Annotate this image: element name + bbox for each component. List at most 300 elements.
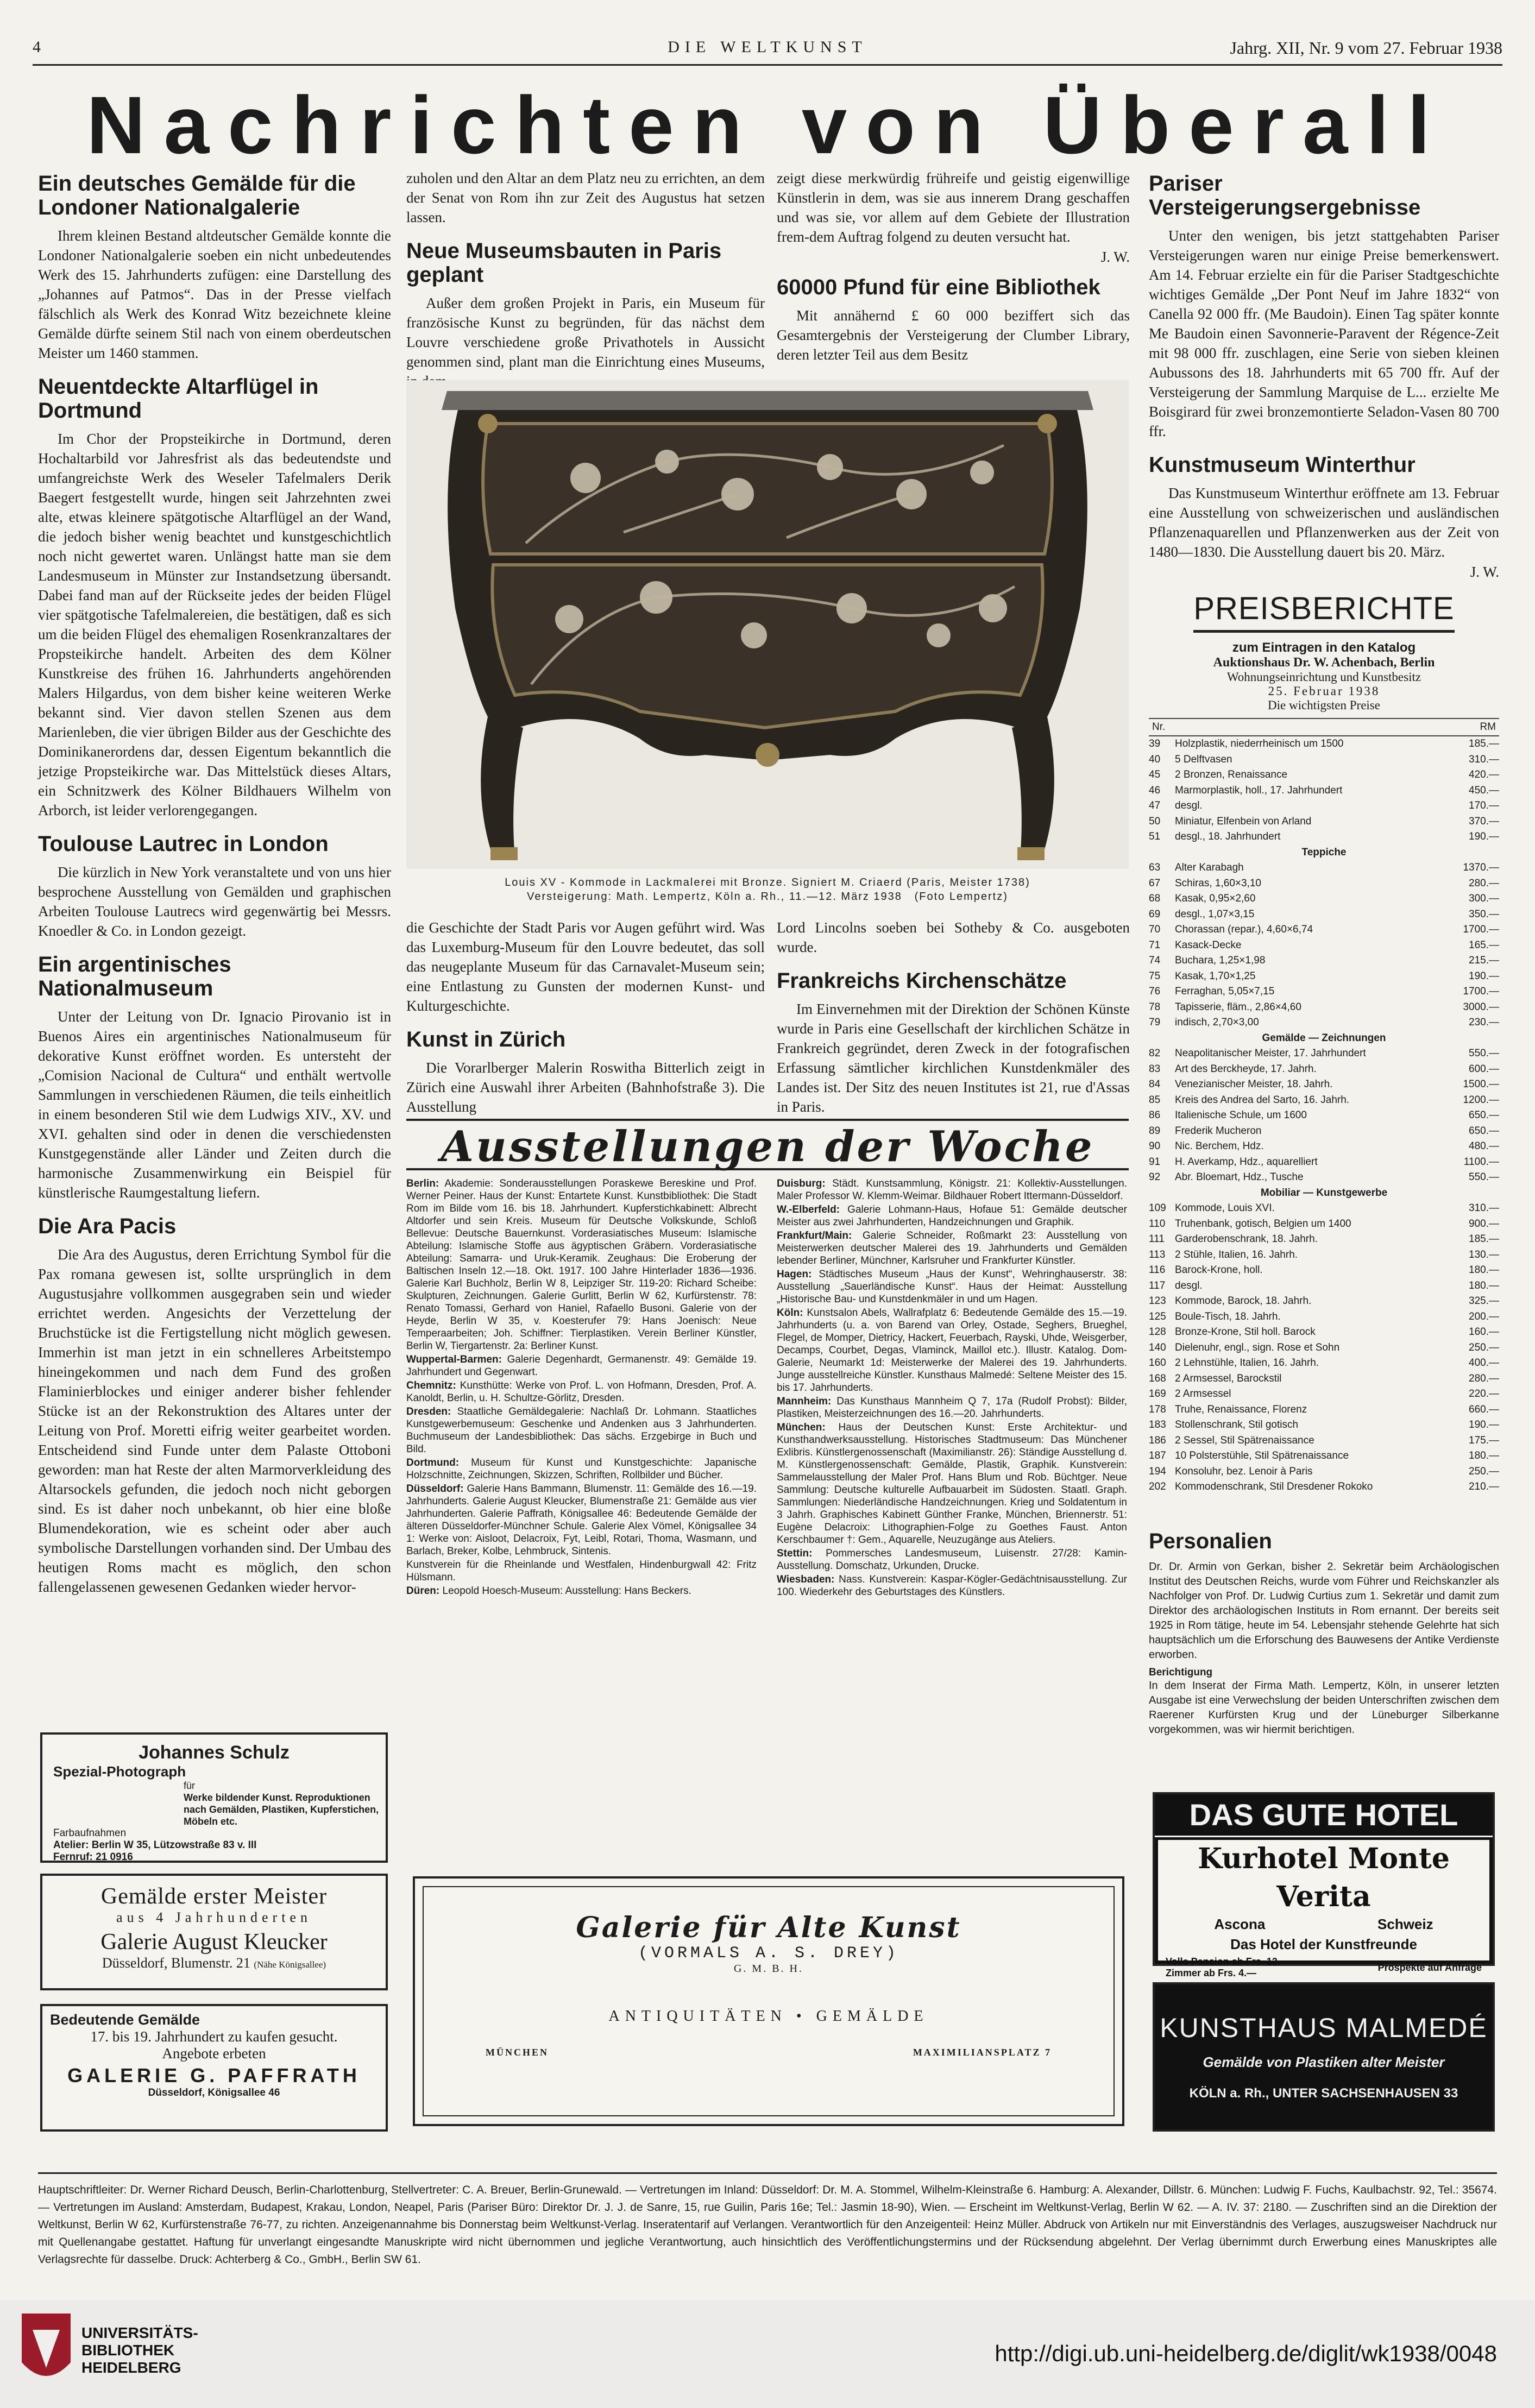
ad-line: Bedeutende Gemälde — [50, 2012, 200, 2028]
lot-number: 160 — [1149, 1357, 1166, 1369]
price-row — [1149, 1479, 1499, 1495]
price-row — [1149, 907, 1499, 923]
lot-description: 2 Lehnstühle, Italien, 16. Jahrh. — [1175, 1357, 1319, 1369]
lot-price: 660.— — [1469, 1403, 1499, 1415]
lot-description: Kommode, Louis XVI. — [1175, 1202, 1275, 1214]
lot-price: 180.— — [1469, 1264, 1499, 1276]
exhibition-text: Pommersches Landesmuseum, Luisenstr. 27/28: Kamin-Ausstellung. Domschatz, Urkunden, Drucke. — [777, 1548, 1127, 1572]
price-row — [1149, 1309, 1499, 1325]
exhibition-text: Städtisches Museum „Haus der Kunst“, Wehringhauserstr. 38: Ausstellung „Sauerländische Kunst“. Haus der Heimat: Ausstellung „Historische Bau- und Kunstdenkmäler in und um Hagen. — [777, 1269, 1127, 1305]
lot-number: 50 — [1149, 815, 1161, 827]
article-heading: Neue Museumsbauten in Paris geplant — [406, 239, 722, 287]
ad-line: Werke bildender Kunst. Reproduktionen nach Gemälden, Plastiken, Kupferstichen, Möbeln etc. — [184, 1792, 379, 1827]
article-body: Unter den wenigen, bis jetzt stattgehabten Pariser Versteigerungen waren nur einige Preise bemerkenswert. Am 14. Februar erzielte ein für die Pariser Stadtgeschichte wichtiges Gemälde „Der Pont Neuf im Jahre 1832“ von Canella 92 000 ffr. (Me Baudoin). Einen Tag später konnte Me Baudoin einen Savonnerie-Paravent der Régence-Zeit mit 98 000 ffr. zuschlagen, eine Serie von sieben kleinen Aubussons des 18. Jahrhunderts mit 65 700 ffr. Auf der Versteigerung der Sammlung Marquise de L... erzielte Me Boisgirard für zwei bronzemontierte Seladon-Vasen 80 700 ffr. — [1149, 228, 1499, 439]
price-row — [1149, 829, 1499, 845]
price-row — [1149, 1093, 1499, 1108]
lot-description: indisch, 2,70×3,00 — [1175, 1017, 1259, 1028]
price-row — [1149, 1155, 1499, 1170]
ad-gallery-name: KUNSTHAUS MALMEDÉ — [1160, 2013, 1488, 2043]
lot-price: 3000.— — [1463, 1001, 1499, 1013]
lot-description: Kommode, Barock, 18. Jahrh. — [1175, 1295, 1312, 1307]
article-body: zuholen und den Altar an dem Platz neu zu errichten, an dem der Senat von Rom ihn zur Zeit des Augustus hat setzen lassen. — [406, 170, 765, 225]
price-row — [1149, 1371, 1499, 1387]
article-body: Die Vorarlberger Malerin Roswitha Bitterlich zeigt in Zürich eine Auswahl ihrer Arbeiten (Bahnhofstraße 3). Die Ausstellung — [406, 1060, 765, 1115]
issue-date: Jahrg. XII, Nr. 9 vom 27. Februar 1938 — [1230, 38, 1502, 58]
price-section: Gemälde — Zeichnungen — [1262, 1032, 1386, 1044]
lot-description: Kasak, 1,70×1,25 — [1175, 970, 1256, 982]
ad-line: für — [184, 1780, 196, 1791]
lot-price: 1500.— — [1463, 1079, 1499, 1090]
price-row — [1149, 1139, 1499, 1155]
exhibition-city: München: — [777, 1422, 826, 1433]
lot-description: Holzplastik, niederrheinisch um 1500 — [1175, 738, 1344, 749]
lot-price: 1700.— — [1463, 924, 1499, 935]
lot-price: 1700.— — [1463, 986, 1499, 997]
ad-line: Farbaufnahmen — [53, 1827, 127, 1839]
article-body: Außer dem großen Projekt in Paris, ein Museum für französische Kunst zu begründen, für das nächst dem Louvre verschiedene große Privathotels in Aussicht genommen sind, plant man die Einrichtung eines Museums, — [406, 295, 765, 370]
lot-description: Kreis des Andrea del Sarto, 16. Jahrh. — [1175, 1094, 1350, 1106]
lot-number: 202 — [1149, 1481, 1166, 1492]
price-section: Mobiliar — Kunstgewerbe — [1260, 1187, 1388, 1199]
exhibition-text: Galerie Lohmann-Haus, Hofaue 51: Gemälde deutscher Meister aus zwei Jahrhunderten, Handzeichnungen und Graphik. — [777, 1204, 1127, 1228]
lot-price: 550.— — [1469, 1171, 1499, 1183]
column-3-top — [777, 168, 1130, 375]
article-heading: Ein deutsches Gemälde für die Londoner Nationalgalerie — [38, 172, 356, 219]
lot-price: 900.— — [1469, 1218, 1499, 1230]
price-row — [1149, 1124, 1499, 1139]
lot-description: Truhenbank, gotisch, Belgien um 1400 — [1175, 1218, 1351, 1230]
lot-number: 110 — [1149, 1218, 1166, 1230]
article-heading: Toulouse Lautrec in London — [38, 832, 329, 856]
article-body: Im Einvernehmen mit der Direktion der Schönen Künste wurde in Paris eine Gesellschaft der kirchlichen Schätze in Frankreich gegründet, deren Zweck in der fotografischen Erfassung sämtlicher kirchlichen Kunstdenkmäler des Landes ist. Der Sitz des neuen Institutes ist 21, rue d'Assas in Paris. — [777, 1001, 1130, 1115]
price-row — [1149, 783, 1499, 799]
ad-gallery-name: GALERIE G. PAFFRATH — [67, 2064, 361, 2086]
article-body: zeigt diese merkwürdig frühreife und geistig eigenwillige Künstlerin in dem, was sie aus innerem Drang geschaffen und was sie, vor allem auf dem Gebiete der Illustration frem-dem Auftrag folgend zu deuten versucht hat. — [777, 170, 1130, 245]
ad-line: (VORMALS A. S. DREY) — [638, 1944, 899, 1963]
price-row — [1149, 1232, 1499, 1247]
preis-sub: zum Eintragen in den Katalog — [1232, 640, 1416, 655]
lot-number: 40 — [1149, 753, 1161, 765]
lot-price: 250.— — [1469, 1465, 1499, 1477]
lot-description: Stollenschrank, Stil gotisch — [1175, 1419, 1299, 1430]
exhibitions-left — [406, 1177, 757, 1867]
author-signature: J. W. — [1100, 249, 1130, 265]
price-section: Teppiche — [1301, 846, 1347, 858]
exhibitions-right — [777, 1177, 1127, 1867]
exhibition-city: Stettin: — [777, 1548, 813, 1559]
price-row — [1149, 1077, 1499, 1093]
ad-phone: Fernruf: 21 0916 — [53, 1851, 133, 1863]
lot-number: 186 — [1149, 1434, 1166, 1446]
ad-address: KÖLN a. Rh., UNTER SACHSENHAUSEN 33 — [1189, 2086, 1458, 2101]
price-table-header — [1149, 718, 1499, 736]
lot-price: 175.— — [1469, 1434, 1499, 1446]
lot-description: desgl., 18. Jahrhundert — [1175, 831, 1281, 842]
price-row — [1149, 1356, 1499, 1371]
lot-description: Kasack-Decke — [1175, 939, 1242, 951]
exhibition-city: Frankfurt/Main: — [777, 1230, 852, 1241]
price-rows-paintings — [1149, 1046, 1499, 1186]
price-row — [1149, 1216, 1499, 1232]
lot-price: 170.— — [1469, 800, 1499, 811]
lot-price: 280.— — [1469, 877, 1499, 889]
library-line: BIBLIOTHEK — [81, 2342, 175, 2359]
preis-auction-house: Auktionshaus Dr. W. Achenbach, Berlin — [1213, 655, 1435, 670]
lot-price: 310.— — [1469, 1202, 1499, 1214]
lot-price: 185.— — [1469, 1233, 1499, 1245]
price-row — [1149, 1448, 1499, 1464]
page-number: 4 — [33, 38, 44, 56]
lot-number: 68 — [1149, 893, 1161, 904]
exhibition-city: Dortmund: — [406, 1457, 460, 1468]
article-body: Das Kunstmuseum Winterthur eröffnete am 13. Februar eine Ausstellung von schweizerischen und ausländischen Pflanzenaquarellen und Pflanzenwerken aus der Zeit von 1480—1830. Die Ausstellung dauert bis 20. März. — [1149, 485, 1499, 560]
article-body: Im Chor der Propsteikirche in Dortmund, deren Hochaltarbild vor Jahresfrist als das bedeutendste und umfangreichste Werk des Weseler Tafelmalers Derik Baegert festgestellt wurde, hingen seit Jahrzehnten zwei alte, etwas kleinere spätgotische Altarflügel an der Wand, die jedoch bisher wenig beachtet und kunstgeschichtlich noch nicht gewertet waren. Unlängst hatte man sie dem Landesmuseum in Münster zur Instandsetzung übersandt. Dabei fand man auf der Rückseite jedes der beiden Flügel vier spätgotische Tafelmalereien, die bestätigen, daß es sich um die beiden Flügel des ehemaligen Rosenkranzaltares der Propsteikirche handelt. Arbeiten des dem Kölner Kunstkreise des frühen 16. Jahrhunderts angehörenden Malers Hilgardus, von dem bisher keine weiteren Werke bekannt sind. Vier davon stellen Szenen aus dem Marienleben, die vier übrigen Bilder aus der Geschichte des Dominikanerordens dar, dessen Eigentum bekanntlich die jetzige Propsteikirche war. Das Mittelstück dieses Altars, ein Schnitzwerk des Kölner Bildhauers Wilhelm von Arborch, ist leider verlorengegangen. — [38, 431, 391, 818]
lot-number: 169 — [1149, 1388, 1166, 1400]
price-row — [1149, 1402, 1499, 1418]
ad-inner — [1158, 1840, 1489, 1978]
exhibition-text: Leopold Hoesch-Museum: Ausstellung: Hans Beckers. — [442, 1585, 691, 1597]
price-row — [1149, 1263, 1499, 1278]
lot-price: 250.— — [1469, 1341, 1499, 1353]
exhibition-city: W.-Elberfeld: — [777, 1204, 840, 1215]
ad-price: Zimmer ab Frs. 4.— — [1166, 1968, 1257, 1978]
lot-price: 220.— — [1469, 1388, 1499, 1400]
price-row — [1149, 1000, 1499, 1016]
price-row — [1149, 1278, 1499, 1294]
lot-number: 76 — [1149, 986, 1161, 997]
lot-number: 90 — [1149, 1140, 1161, 1152]
preis-sub: Die wichtigsten Preise — [1268, 698, 1380, 712]
lot-description: Kommodenschrank, Stil Dresdener Rokoko — [1175, 1481, 1373, 1492]
col-nr: Nr. — [1152, 721, 1166, 733]
exhibition-text: Akademie: Sonderausstellungen Poraskewe Bereskine und Prof. Werner Peiner. Haus der Kunst: Entartete Kunst. Kunstbibliothek: Die Stadt Rom im Bilde vom 16. bis 18. Jahrhundert. Kupferstichkabinett: Albrecht Altdorfer und sein Kreis. Museum für Deutsche Volkskunde, Schloß Bellevue: Deutsche Bauernkunst. Vorderasiatisches Museum: Islamische Abteilung: Islamische Stoffe aus ägyptischen Gräbern. Vorderasiatische Abteilung: Samarra- und Uruk-Keramik. Zeughaus: Die Eroberung der Baltischen Inseln 12.—18. Okt. 1917. 100 Jahre Hinterlader 1836—1936. Galerie Karl Buchholz, Berlin W 8, Leipziger Str. 119-20: Richard Scheibe: Skulpturen, Zeichnungen. Galerie Gurlitt, Berlin W 62, Kurfürstenstr. 78: Renato Tomassi, Gerhard von Haniel, Rafaello Busoni. Galerie von der Heyde, Berlin W 35, v. Koesterufer 79: Hans Joenisch: Neue Temperaarbeiten; Joh. Schiffner: Tierplastiken. Verein Berliner Künstler, Berlin W, Tiergartenstr. 2a: Berliner Kunst. — [406, 1178, 757, 1352]
article-heading: Kunstmuseum Winterthur — [1149, 453, 1416, 477]
correction-body: In dem Inserat der Firma Math. Lempertz, Köln, in unserer letzten Ausgabe ist eine Verwechslung der beiden Unterschriften zwischen dem Raerener Kurfürsten Krug und der Lüneburger Silberkanne vorgekommen, was wir hiermit berichtigen. — [1149, 1680, 1499, 1736]
price-row — [1149, 1464, 1499, 1480]
lot-price: 190.— — [1469, 831, 1499, 842]
price-row — [1149, 860, 1499, 876]
lot-number: 91 — [1149, 1156, 1161, 1168]
ad-line: 17. bis 19. Jahrhundert zu kaufen gesucht. — [90, 2028, 338, 2045]
lot-description: Barock-Krone, holl. — [1175, 1264, 1263, 1276]
ad-note: (Nähe Königsallee) — [254, 1959, 326, 1970]
exhibition-text: Kunstverein für die Rheinlande und Westfalen, Hindenburgwall 42: Fritz Hülsmann. — [406, 1559, 757, 1583]
ad-galerie-paffrath — [40, 2004, 388, 2132]
exhibition-city: Duisburg: — [777, 1178, 826, 1189]
louis-xv-commode-image — [406, 380, 1129, 869]
col-rm: RM — [1480, 721, 1496, 733]
lot-description: desgl., 1,07×3,15 — [1175, 908, 1255, 920]
lot-number: 123 — [1149, 1295, 1166, 1307]
price-row — [1149, 876, 1499, 892]
price-row — [1149, 1201, 1499, 1216]
price-row — [1149, 1417, 1499, 1433]
lot-number: 63 — [1149, 862, 1161, 873]
lot-number: 89 — [1149, 1125, 1161, 1137]
exhibition-text: Kunsthütte: Werke von Prof. L. von Hofmann, Dresden, Prof. A. Kanoldt, Berlin, u. H. Schultze-Görlitz, Dresden. — [406, 1380, 757, 1404]
ad-inner-frame — [423, 1886, 1115, 2116]
lot-price: 190.— — [1469, 1419, 1499, 1430]
lot-number: 69 — [1149, 908, 1161, 920]
caption-auction: Versteigerung: Math. Lempertz, Köln a. Rh., 11.—12. März 1938 — [527, 891, 902, 903]
exhibition-entry — [777, 1203, 1127, 1228]
exhibition-text: Haus der Deutschen Kunst: Erste Architektur- und Kunsthandwerksausstellung. Historisches Stadtmuseum: Das Münchener Exlibris. Künstlergenossenschaft (Maximilianstr. 26): Ständige Ausstellung d. M. Künstlergenossenschaft: Gemälde, Plastik, Graphik. Kunstverein: Sammelausstellung der Maler Prof. Hans Blum und Rob. Büchtger. Neue Sammlung: Deutsche kulturelle Aufbauarbeit im Südosten. Staatl. Graph. Sammlungen: Niederländische Handzeichnungen. Krieg und Soldatentum in 3 Jahrh. Graphisches Kabinett Günther Franke, München, Briennerstr. 51: Eugène Delacroix: Lithographien-Folge zu Goethes Faust. Anton Kerschbaumer †: Gem., Aquarelle, Neuzugänge aus Ateliers. — [777, 1422, 1127, 1546]
commode-photo — [406, 380, 1129, 869]
exhibition-entry — [777, 1547, 1127, 1572]
lot-price: 180.— — [1469, 1450, 1499, 1461]
ad-name: Johannes Schulz — [139, 1742, 290, 1763]
lot-description: Italienische Schule, um 1600 — [1175, 1110, 1307, 1121]
exhibition-city: Hagen: — [777, 1269, 812, 1280]
library-line: UNIVERSITÄTS- — [81, 2324, 198, 2341]
exhibition-entry — [777, 1177, 1127, 1202]
lot-description: Frederik Mucheron — [1175, 1125, 1262, 1137]
ad-country: Schweiz — [1377, 1916, 1433, 1932]
preisberichte-heading: PREISBERICHTE — [1193, 590, 1454, 633]
page-title: Nachrichten von Überall — [86, 79, 1449, 171]
ad-line: G. M. B. H. — [733, 1963, 803, 1975]
lot-number: 168 — [1149, 1372, 1166, 1384]
lot-number: 194 — [1149, 1465, 1166, 1477]
photo-credit: (Foto Lempertz) — [914, 891, 1008, 903]
exhibition-entry — [406, 1483, 757, 1558]
lot-description: 5 Delftvasen — [1175, 753, 1232, 765]
lot-description: 2 Armsessel — [1175, 1388, 1231, 1400]
lot-price: 230.— — [1469, 1017, 1499, 1028]
lot-price: 200.— — [1469, 1310, 1499, 1322]
lot-number: 46 — [1149, 784, 1161, 796]
article-body: Unter der Leitung von Dr. Ignacio Pirovanio ist in Buenos Aires ein argentinisches Nationalmuseum für dekorative Kunst eröffnet worden. Es untersteht der „Comision Nacional de Cultura“ und enthält wertvolle Sammlungen in verschiedenen Räumen, die teils einheitlich in einem besonderen Stil wie dem Ludwigs XIV., XV. und XVI. gehalten sind oder in denen die verschiedensten Kunstgegenstände aller Länder und Zeiten durch die harmonische Zusammenwirkung ein Beispiel für künstlerische Raumgestaltung liefern. — [38, 1008, 391, 1201]
lot-price: 165.— — [1469, 939, 1499, 951]
ad-line: aus 4 Jahrhunderten — [116, 1909, 312, 1925]
lot-number: 47 — [1149, 800, 1161, 811]
lot-price: 310.— — [1469, 753, 1499, 765]
lot-price: 650.— — [1469, 1125, 1499, 1137]
price-row — [1149, 1015, 1499, 1031]
correction-heading: Berichtigung — [1149, 1667, 1213, 1678]
article-body: Die kürzlich in New York veranstaltete und von uns hier besprochene Ausstellung von Gemälden und graphischen Arbeiten Toulouse Lautrecs wird gegenwärtig bei Messrs. Knoedler & Co. in London gezeigt. — [38, 864, 391, 939]
exhibition-city: Chemnitz: — [406, 1380, 456, 1391]
price-row — [1149, 1247, 1499, 1263]
article-heading: Pariser Versteigerungsergebnisse — [1149, 172, 1421, 219]
lot-number: 39 — [1149, 738, 1161, 749]
ad-prices — [1158, 1953, 1489, 1982]
ad-street: Düsseldorf, Blumenstr. 21 — [102, 1955, 250, 1971]
lot-description: Art des Berckheyde, 17. Jahrh. — [1175, 1063, 1317, 1075]
lot-description: Boule-Tisch, 18. Jahrh. — [1175, 1310, 1281, 1322]
column-2-top — [406, 168, 765, 375]
exhibition-text: Staatliche Gemäldegalerie: Nachlaß Dr. Lohmann. Staatliches Kunstgewerbemuseum: Geschenke und Andenken aus 3 Jahrhunderten. Buchmuseum der Landesbibliothek: Das sächs. Erzgebirge in Buch und Bild. — [406, 1406, 757, 1455]
exhibition-city: Berlin: — [406, 1178, 439, 1189]
personalien-column — [1149, 1526, 1499, 1787]
lot-description: 2 Armsessel, Barockstil — [1175, 1372, 1282, 1384]
lot-price: 370.— — [1469, 815, 1499, 827]
exhibition-city: Köln: — [777, 1307, 803, 1319]
ad-hotel-name: Kurhotel Monte Verita — [1198, 1842, 1450, 1913]
lot-price: 190.— — [1469, 970, 1499, 982]
lot-price: 550.— — [1469, 1048, 1499, 1059]
exhibition-text: Galerie Degenhardt, Germanenstr. 49: Gemälde 19. Jahrhundert und Gegenwart. — [406, 1354, 757, 1378]
price-row — [1149, 891, 1499, 907]
lot-number: 75 — [1149, 970, 1161, 982]
lot-description: Kasak, 0,95×2,60 — [1175, 893, 1256, 904]
exhibition-city: Mannheim: — [777, 1396, 832, 1407]
ad-price-list — [1166, 1956, 1290, 1979]
ad-address — [42, 1955, 386, 1971]
lot-price: 600.— — [1469, 1063, 1499, 1075]
price-row — [1149, 1170, 1499, 1186]
lot-number: 71 — [1149, 939, 1161, 951]
ad-location — [1158, 1916, 1489, 1933]
price-row — [1149, 953, 1499, 969]
exhibition-city: Düren: — [406, 1585, 440, 1597]
lot-number: 140 — [1149, 1341, 1166, 1353]
price-row — [1149, 984, 1499, 1000]
article-body: Dr. Dr. Armin von Gerkan, bisher 2. Sekretär beim Archäologischen Institut des Deutschen Reichs, wurde vom Führer und Reichskanzler als Nachfolger von Prof. Dr. Ludwig Curtius zum 1. Sekretär und damit zum Direktor des archäologischen Instituts in Rom ernannt. Der bereits seit 1925 in Rom tätige, heute im 54. Lebensjahr stehende Gelehrte hat sich hauptsächlich um die Erforschung des Bauwesens der Antike Verdienste erworben. — [1149, 1561, 1499, 1661]
exhibition-city: Wiesbaden: — [777, 1574, 835, 1585]
article-body: die Geschichte der Stadt Paris vor Augen geführt wird. Was das Luxemburg-Museum für den Louvre bedeutet, das soll das neugeplante Museum für das Carnavalet-Museum sein; eine Entlastung zu Gunsten der modernen Kunst- und Kulturgeschichte. — [406, 919, 765, 1014]
lot-description: Marmorplastik, holl., 17. Jahrhundert — [1175, 784, 1343, 796]
library-line: HEIDELBERG — [81, 2359, 181, 2376]
lot-number: 67 — [1149, 877, 1161, 889]
lot-number: 45 — [1149, 769, 1161, 780]
article-heading: Kunst in Zürich — [406, 1028, 566, 1051]
exhibition-city: Wuppertal-Barmen: — [406, 1354, 502, 1365]
lot-number: 128 — [1149, 1326, 1166, 1338]
exhibition-text: Städt. Kunstsammlung, Königstr. 21: Kollektiv-Ausstellungen. Maler Professor W. Klemm-Weimar. Bildhauer Robert Ittermann-Düsseldorf. — [777, 1178, 1128, 1202]
ad-note: Prospekte auf Anfrage — [1377, 1962, 1482, 1973]
caption-line — [406, 890, 1129, 904]
lot-price: 400.— — [1469, 1357, 1499, 1369]
column-3-bottom — [777, 918, 1130, 1119]
preisberichte-block — [1149, 590, 1499, 713]
ad-price: Volle Pension ab Frs. 12.— — [1166, 1956, 1290, 1967]
lot-price: 210.— — [1469, 1481, 1499, 1492]
ad-line: ANTIQUITÄTEN • GEMÄLDE — [608, 2008, 929, 2025]
price-rows-misc — [1149, 736, 1499, 845]
ad-street: MAXIMILIANSPLATZ 7 — [913, 2047, 1052, 2058]
lot-price: 300.— — [1469, 893, 1499, 904]
lot-description: Neapolitanischer Meister, 17. Jahrhundert — [1175, 1048, 1366, 1059]
article-body: Ihrem kleinen Bestand altdeutscher Gemälde konnte die Londoner Nationalgalerie soeben ein nicht unbedeutendes Werk des 15. Jahrhunderts zufügen: eine Darstellung des „Johannes auf Patmos“. Das in der Presse vielfach fälschlich als Werk des Konrad Witz bezeichnete kleine Gemälde dürfte seinem Stil nach von einem oberdeutschen Meister um 1460 stammen. — [38, 228, 391, 361]
lot-number: 74 — [1149, 955, 1161, 966]
lot-number: 78 — [1149, 1001, 1161, 1013]
exhibition-entry — [777, 1573, 1127, 1598]
lot-number: 183 — [1149, 1419, 1166, 1430]
lot-price: 215.— — [1469, 955, 1499, 966]
digitization-link[interactable]: http://digi.ub.uni-heidelberg.de/diglit/wk1938/0048 — [995, 2341, 1497, 2366]
ad-gallery-name: Galerie August Kleucker — [100, 1930, 328, 1955]
lot-number: 109 — [1149, 1202, 1166, 1214]
photo-caption — [406, 875, 1129, 904]
exhibition-entry — [406, 1585, 757, 1597]
lot-number: 187 — [1149, 1450, 1166, 1461]
lot-description: Ferraghan, 5,05×7,15 — [1175, 986, 1275, 997]
lot-price: 160.— — [1469, 1326, 1499, 1338]
lot-number: 82 — [1149, 1048, 1161, 1059]
lot-price: 180.— — [1469, 1279, 1499, 1291]
library-name — [81, 2324, 198, 2377]
price-rows-furniture — [1149, 1201, 1499, 1495]
article-body: Die Ara des Augustus, deren Errichtung Symbol für die Pax romana gewesen ist, sollte ursprünglich in dem Augustusjahre vollkommen ausgegraben sein und wieder errichtet werden. Angesichts der Verzettelung der Bruchstücke ist die Fertigstellung nicht möglich gewesen. Immerhin ist man jetzt in ein schnelleres Arbeitstempo hineingekommen und nach dem Fund des großen Flaminierblockes und einiger anderer bisher fehlender Stücke ist an der Rekonstruktion des Altares unter der Leitung von Prof. Moretti eifrig weiter gearbeitet worden. Entscheidend sind Funde unter dem Palaste Ottoboni geworden: man hat Reste der alten Marmorverkleidung des Altarsockels gefunden, die jedoch noch nicht geborgen sind. Es ist daher noch unbekannt, ob hier eine bloße Blumendekoration, wie es scheint oder aber auch symbolische Darstellungen vorhanden sind. Der Umbau des heutigen Roms macht es möglich, den schon fallengelassenen gewesenen Gedanken wieder hervor- — [38, 1246, 391, 1595]
lot-number: 83 — [1149, 1063, 1161, 1075]
lot-number: 116 — [1149, 1264, 1166, 1276]
lot-description: 2 Stühle, Italien, 16. Jahrh. — [1175, 1249, 1298, 1260]
column-2-bottom — [406, 918, 765, 1119]
author-signature: J. W. — [1470, 564, 1499, 580]
ad-title: Spezial-Photograph — [53, 1763, 186, 1780]
article-body: Mit annähernd £ 60 000 beziffert sich das Gesamtergebnis der Versteigerung der Clumber Library, deren letzter Teil aus dem Besitz — [777, 307, 1130, 363]
ad-galerie-alte-kunst — [413, 1876, 1124, 2126]
lot-description: H. Averkamp, Hdz., aquarelliert — [1175, 1156, 1318, 1168]
lot-number: 51 — [1149, 831, 1161, 842]
lot-price: 325.— — [1469, 1295, 1499, 1307]
lot-description: Truhe, Renaissance, Florenz — [1175, 1403, 1307, 1415]
exhibitions-title: Ausstellungen der Woche — [441, 1122, 1094, 1171]
exhibition-entry — [406, 1379, 757, 1404]
price-rows-carpets — [1149, 860, 1499, 1031]
ad-kunsthaus-malmede — [1153, 1982, 1495, 2132]
price-row — [1149, 814, 1499, 830]
article-heading: 60000 Pfund für eine Bibliothek — [777, 275, 1100, 299]
price-row — [1149, 1386, 1499, 1402]
lot-price: 185.— — [1469, 738, 1499, 749]
exhibition-entry — [777, 1268, 1127, 1306]
column-1 — [38, 168, 391, 1716]
ad-town: Ascona — [1214, 1916, 1266, 1932]
exhibitions-banner — [406, 1119, 1129, 1170]
lot-number: 70 — [1149, 924, 1161, 935]
price-row — [1149, 1294, 1499, 1309]
price-row — [1149, 1046, 1499, 1062]
lot-number: 84 — [1149, 1079, 1161, 1090]
exhibition-text: Nass. Kunstverein: Kaspar-Kögler-Gedächtnisausstellung. Zur 100. Wiederkehr des Geburtstages des Künstlers. — [777, 1574, 1127, 1598]
article-heading: Frankreichs Kirchenschätze — [777, 969, 1067, 993]
lot-description: 10 Polsterstühle, Stil Spätrenaissance — [1175, 1450, 1349, 1461]
lot-number: 111 — [1149, 1233, 1165, 1245]
lot-description: Konsoluhr, bez. Lenoir à Paris — [1175, 1465, 1313, 1477]
lot-description: Miniatur, Elfenbein von Arland — [1175, 815, 1312, 827]
lot-price: 480.— — [1469, 1140, 1499, 1152]
price-row — [1149, 736, 1499, 752]
lot-description: desgl. — [1175, 1279, 1203, 1291]
exhibition-entry — [406, 1559, 757, 1584]
exhibition-text: Galerie Schneider, Roßmarkt 23: Ausstellung von Meisterwerken deutscher Malerei des 19. Jahrhunderts und Gemälden lebender Berliner, Münchner, Karlsruher und Frankfurter Künstler. — [777, 1230, 1127, 1266]
lot-description: Bronze-Krone, Stil holl. Barock — [1175, 1326, 1316, 1338]
lot-number: 125 — [1149, 1310, 1166, 1322]
price-row — [1149, 1340, 1499, 1356]
caption-line: Louis XV - Kommode in Lackmalerei mit Bronze. Signiert M. Criaerd (Paris, Meister 1738) — [505, 877, 1030, 888]
ad-johannes-schulz — [40, 1732, 388, 1863]
lot-number: 117 — [1149, 1279, 1166, 1291]
ad-address: Düsseldorf, Königsallee 46 — [148, 2087, 280, 2098]
header-rule — [33, 64, 1502, 66]
price-row — [1149, 922, 1499, 938]
price-row — [1149, 752, 1499, 768]
exhibition-entry — [777, 1230, 1127, 1267]
exhibition-entry — [406, 1457, 757, 1482]
lot-price: 1100.— — [1463, 1156, 1499, 1168]
lot-description: Alter Karabagh — [1175, 862, 1244, 873]
lot-price: 1200.— — [1463, 1094, 1499, 1106]
lot-price: 450.— — [1469, 784, 1499, 796]
exhibition-entry — [406, 1353, 757, 1378]
lot-number: 113 — [1149, 1249, 1166, 1260]
lot-price: 650.— — [1469, 1110, 1499, 1121]
lot-price: 350.— — [1469, 908, 1499, 920]
price-row — [1149, 798, 1499, 814]
exhibition-text: Galerie Hans Bammann, Blumenstr. 11: Gemälde des 16.—19. Jahrhunderts. Galerie August Kleucker, Blumenstraße 21: Gemälde aus vier Jahrhunderten. Galerie Paffrath, Königsallee 46: Bedeutende Gemälde der älteren Düsseldorfer-Münchner Schule. Galerie Alex Vömel, Königsallee 34 1: Werke von: Aisloot, Delacroix, Fyt, Leibl, Rotari, Thoma, Wasmann, und Barlach, Breker, Kolbe, Lehmbruck, Sintenis. — [406, 1483, 757, 1557]
